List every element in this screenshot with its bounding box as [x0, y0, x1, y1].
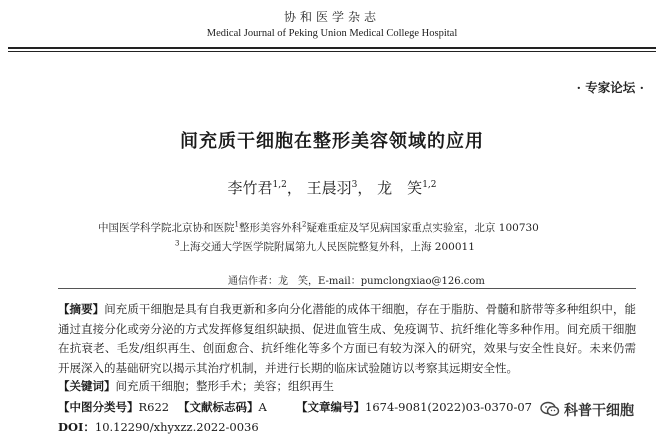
affiliation-institution: 中国医学科学院北京协和医院 [98, 222, 235, 234]
author-name: 王晨羽 [306, 179, 352, 197]
author-separator: ， [286, 179, 302, 197]
affiliation-sup: 1 [234, 220, 239, 229]
author-name: 李竹君 [227, 179, 273, 197]
article-title: 间充质干细胞在整形美容领域的应用 [180, 131, 484, 152]
keywords: 间充质干细胞；整形手术；美容；组织再生 [115, 379, 334, 393]
affiliation-institution-2: 上海交通大学医学院附属第九人民医院整复外科，上海 200011 [179, 241, 475, 253]
author-separator: ， [357, 179, 373, 197]
abstract [58, 300, 636, 378]
watermark-text: 科普干细胞 [564, 403, 634, 419]
doc-code-label: 【文献标志码】 [178, 400, 259, 414]
affiliation-line-2 [175, 239, 475, 254]
affiliation-sup: 3 [175, 239, 180, 248]
doi-line [58, 419, 259, 435]
journal-name-en: Medical Journal of Peking Union Medical College Hospital [206, 28, 458, 39]
column-label: · 专家论坛 · [576, 80, 644, 95]
doi-value: 10.12290/xhyxzz.2022-0036 [94, 420, 259, 434]
abstract-label: 【摘要】 [58, 302, 105, 316]
doi-label: DOI： [58, 420, 95, 434]
author-affiliation-sup: 1,2 [422, 180, 437, 190]
author-affiliation-sup: 1,2 [272, 180, 287, 190]
correspondence: 通信作者：龙 笑，E-mail：pumclongxiao@126.com [228, 276, 485, 287]
affiliation-sup: 2 [301, 220, 307, 229]
affiliation-dept: 整形美容外科 [238, 222, 302, 234]
doc-code-value: A [258, 400, 267, 414]
clc-value: R622 [138, 400, 170, 414]
watermark [540, 400, 634, 421]
abstract-text: 间充质干细胞是具有自我更新和多向分化潜能的成体干细胞，存在于脂肪、骨髓和脐带等多种组织中，能通过直接分化或旁分泌的方式发挥修复组织缺损、促进血管生成、免疫调节、抗纤维化等多种作用。间充质干细胞在抗衰老、毛发/组织再生、创面愈合、抗纤维化等多个方面已有较为深入的研究，效果与安全性良好。未来仍需开展深入的基础研究以揭示其治疗机制，并进行长期的临床试验随访以考察其远期安全性。 [58, 302, 636, 375]
keywords-label: 【关键词】 [58, 379, 116, 393]
affiliation-lab: 疑难重症及罕见病国家重点实验室，北京 100730 [306, 222, 539, 234]
wechat-icon [540, 401, 560, 421]
affiliation-line-1 [98, 220, 539, 235]
journal-name-cn: 协和医学杂志 [283, 10, 380, 24]
author-name: 龙 笑 [377, 179, 423, 197]
section-divider [58, 288, 636, 289]
keywords-line [58, 378, 334, 394]
header-rule [8, 47, 656, 49]
classification-line [58, 399, 532, 415]
article-no-value: 1674-9081(2022)03-0370-07 [365, 400, 532, 414]
author-affiliation-sup: 3 [351, 180, 358, 190]
clc-label: 【中图分类号】 [58, 400, 139, 414]
article-no-label: 【文章编号】 [296, 400, 365, 414]
author-list [0, 177, 664, 198]
header-rule-thin [8, 51, 656, 52]
